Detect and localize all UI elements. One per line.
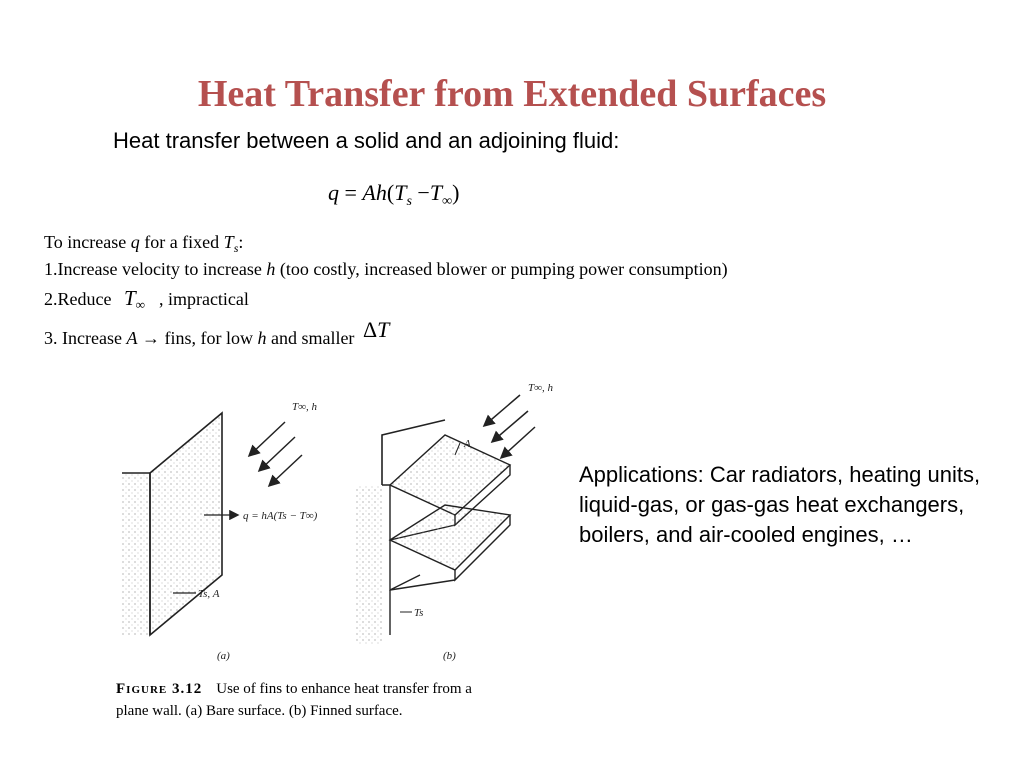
eq-close: )	[452, 180, 460, 205]
label-b-ts: Ts	[414, 607, 424, 619]
item-2-tinf	[124, 286, 145, 311]
eq-open: (	[386, 180, 395, 205]
item-2-inf: ∞	[135, 297, 145, 312]
intro-text-b: for a fixed	[139, 232, 224, 252]
item-1	[44, 259, 728, 280]
intro-line	[44, 232, 243, 253]
applications-text: Applications: Car radiators, heating units, liquid-gas, or gas-gas heat exchangers, boilers, and air-cooled engines, …	[579, 462, 981, 547]
item-3-A: A	[126, 328, 138, 348]
item-3-T: T	[377, 317, 390, 342]
caption-text-1: Use of fins to enhance heat transfer from a	[216, 681, 472, 697]
flow-arrow-b3	[502, 427, 535, 457]
item-2	[44, 286, 249, 311]
bare-surface-diagram	[122, 401, 318, 662]
label-b-tinf: T∞, h	[528, 382, 553, 394]
flow-arrow-a2	[260, 437, 295, 470]
item-3-delta: Δ	[362, 317, 378, 342]
caption-figure-number: Figure 3.12	[116, 681, 203, 697]
label-a-tinf: T∞, h	[292, 401, 317, 413]
item-3-text-c: and smaller	[266, 328, 355, 348]
item-2-text-a: 2.Reduce	[44, 289, 112, 309]
eq-inf: ∞	[442, 194, 453, 209]
caption-line-1	[116, 678, 472, 700]
slide-title: Heat Transfer from Extended Surfaces	[197, 73, 827, 115]
label-a-ts: Ts, A	[198, 588, 220, 600]
intro-text-a: To increase	[44, 232, 131, 252]
wall-b-lower	[390, 575, 420, 635]
flow-arrow-b1	[485, 395, 520, 425]
eq-s: s	[406, 194, 412, 209]
item-3-arrow: →	[141, 328, 160, 348]
label-a-flux: q = hA(Ts − T∞)	[243, 510, 318, 522]
item-3-text-b: fins, for low	[159, 328, 258, 348]
item-3	[44, 317, 390, 350]
wall-a-face	[150, 413, 222, 635]
figure-caption	[116, 678, 472, 722]
sublabel-b: (b)	[443, 650, 456, 662]
slide-subtitle: Heat transfer between a solid and an adjoining fluid:	[113, 128, 620, 153]
heat-transfer-equation	[328, 180, 460, 209]
fin-2-top	[390, 505, 510, 570]
item-1-text-a: 1.Increase velocity to increase	[44, 259, 267, 279]
eq-ts: T	[394, 180, 407, 205]
intro-colon: :	[238, 232, 244, 252]
item-3-delta-t	[363, 317, 389, 342]
fin-figure	[110, 375, 590, 675]
flow-arrow-b2	[493, 411, 528, 441]
eq-equals: =	[344, 180, 357, 205]
item-1-h: h	[266, 259, 276, 279]
intro-T: T	[223, 232, 234, 252]
fin-1-top	[390, 435, 510, 515]
eq-tinf: T	[429, 180, 443, 205]
item-3-text-a: 3. Increase	[44, 328, 127, 348]
finned-surface-diagram	[355, 382, 553, 662]
item-3-h: h	[257, 328, 267, 348]
flow-arrow-a1	[250, 422, 285, 455]
item-2-text-b: , impractical	[158, 289, 249, 309]
wall-b-side	[355, 485, 382, 645]
wall-a-side	[122, 473, 150, 635]
eq-minus: −	[417, 180, 430, 205]
caption-line-2: plane wall. (a) Bare surface. (b) Finned surface.	[116, 703, 403, 719]
eq-q: q	[328, 180, 339, 205]
item-2-T: T	[123, 286, 136, 310]
sublabel-a: (a)	[217, 650, 230, 662]
intro-s: s	[233, 241, 239, 255]
label-b-a: A	[464, 438, 471, 450]
intro-q: q	[130, 232, 140, 252]
flow-arrow-a3	[270, 455, 302, 485]
item-1-text-b: (too costly, increased blower or pumping power consumption)	[275, 259, 728, 279]
eq-factor: Ah	[362, 180, 387, 205]
